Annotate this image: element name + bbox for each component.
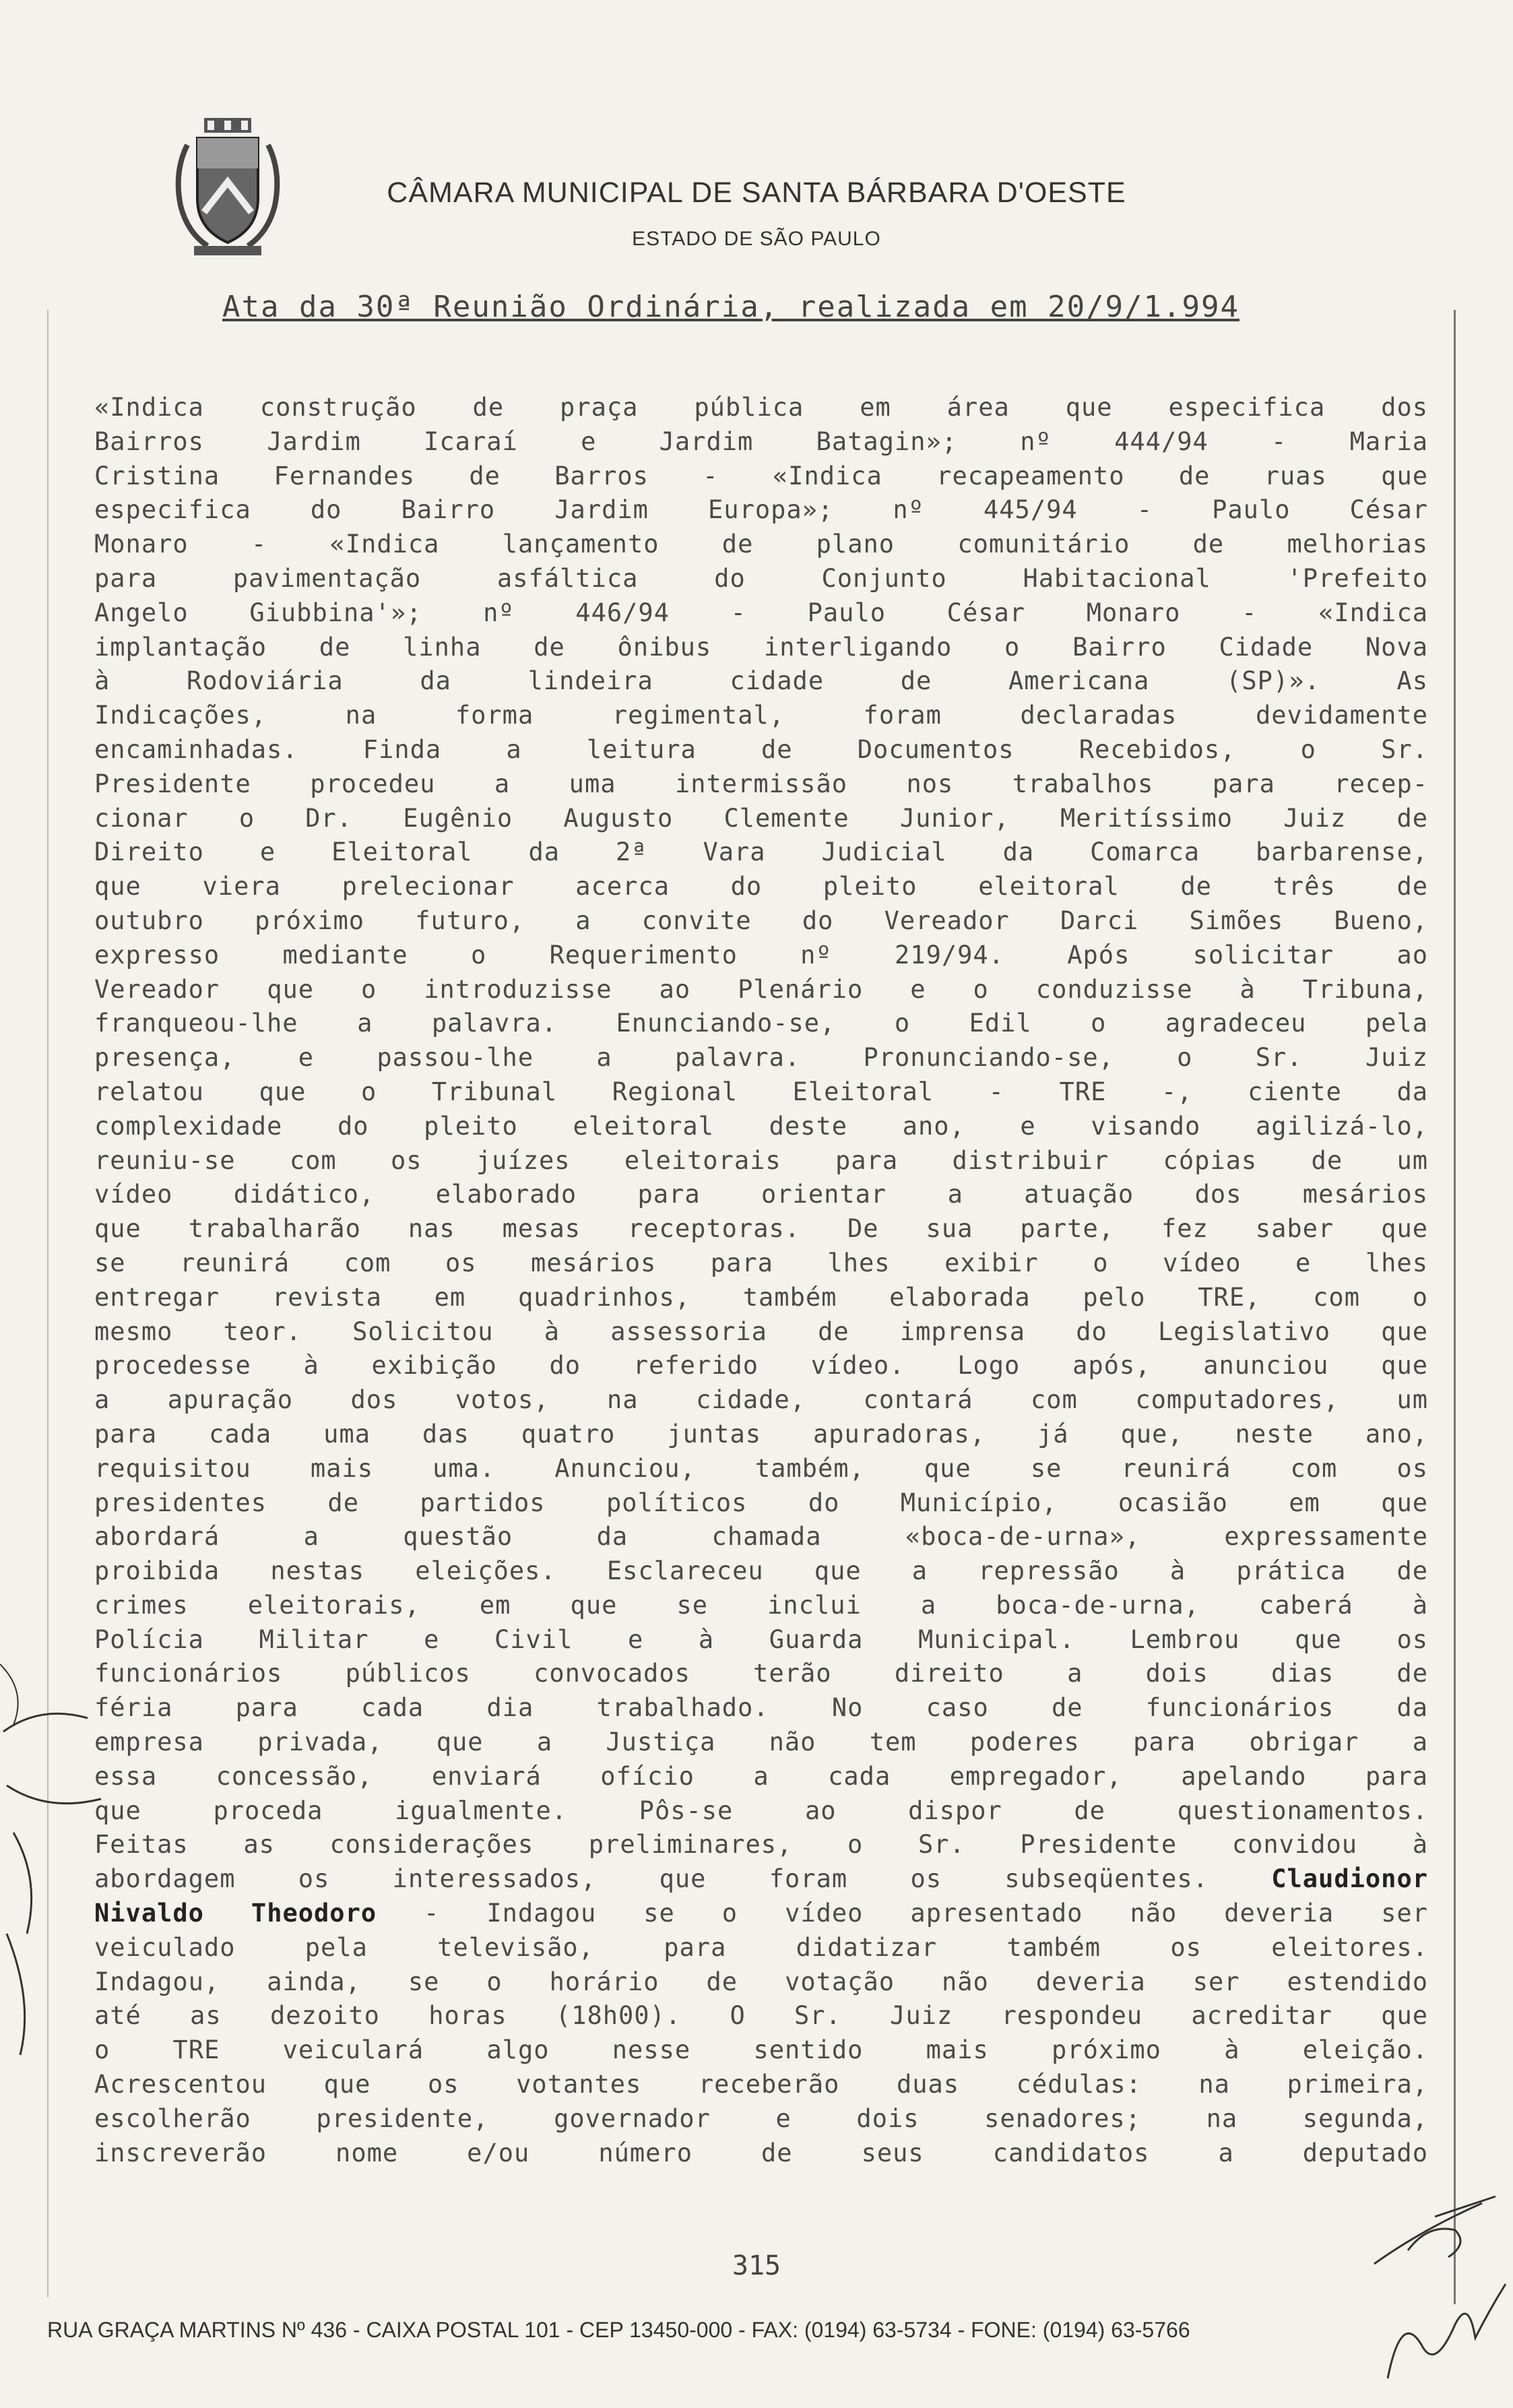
text-line: complexidade do pleito eleitoral deste ano, e visando agilizá-lo, xyxy=(94,1111,1428,1141)
text-line: Monaro - «Indica lançamento de plano comunitário de melhorias xyxy=(94,530,1428,559)
text-line: vídeo didático, elaborado para orientar a atuação dos mesários xyxy=(94,1180,1428,1209)
text-line: Presidente procedeu a uma intermissão nos trabalhos para recep- xyxy=(94,769,1428,798)
minutes-title: Ata da 30ª Reunião Ordinária, realizada em 20/9/1.994 xyxy=(222,290,1240,324)
text-line: Polícia Militar e Civil e à Guarda Municipal. Lembrou que os xyxy=(94,1624,1428,1654)
left-signature-icon xyxy=(0,1529,108,2082)
text-line: para pavimentação asfáltica do Conjunto Habitacional 'Prefeito xyxy=(94,563,1428,593)
text-line: escolherão presidente, governador e dois senadores; na segunda, xyxy=(94,2103,1428,2133)
text-line: presidentes de partidos políticos do Município, ocasião em que xyxy=(94,1488,1428,1517)
text-line: que proceda igualmente. Pôs-se ao dispor de questionamentos. xyxy=(94,1796,1428,1825)
text-line: Acrescentou que os votantes receberão duas cédulas: na primeira, xyxy=(94,2070,1428,2099)
text-line: expresso mediante o Requerimento nº 219/94. Após solicitar ao xyxy=(94,940,1428,970)
text-line: à Rodoviária da lindeira cidade de Americana (SP)». As xyxy=(94,666,1428,696)
text-line: «Indica construção de praça pública em área que especifica dos xyxy=(94,393,1428,422)
text-line: crimes eleitorais, em que se inclui a boca-de-urna, caberá à xyxy=(94,1590,1428,1620)
text-line: franqueou-lhe a palavra. Enunciando-se, o Edil o agradeceu pela xyxy=(94,1009,1428,1038)
text-line: mesmo teor. Solicitou à assessoria de imprensa do Legislativo que xyxy=(94,1317,1428,1346)
text-line: Bairros Jardim Icaraí e Jardim Batagin»; nº 444/94 - Maria xyxy=(94,426,1428,456)
text-line: outubro próximo futuro, a convite do Vereador Darci Simões Bueno, xyxy=(94,906,1428,935)
text-line: presença, e passou-lhe a palavra. Pronunciando-se, o Sr. Juiz xyxy=(94,1043,1428,1073)
text-line: até as dezoito horas (18h00). O Sr. Juiz respondeu acreditar que xyxy=(94,2001,1428,2031)
text-line: empresa privada, que a Justiça não tem poderes para obrigar a xyxy=(94,1728,1428,1757)
text-line: Angelo Giubbina'»; nº 446/94 - Paulo César Monaro - «Indica xyxy=(94,598,1428,627)
text-line: para cada uma das quatro juntas apuradoras, já que, neste ano, xyxy=(94,1419,1428,1449)
state-name: ESTADO DE SÃO PAULO xyxy=(632,228,881,250)
text-line: Cristina Fernandes de Barros - «Indica recapeamento de ruas que xyxy=(94,461,1428,490)
text-line: Vereador que o introduzisse ao Plenário e o conduzisse à Tribuna, xyxy=(94,974,1428,1004)
text-line: Direito e Eleitoral da 2ª Vara Judicial da Comarca barbarense, xyxy=(94,837,1428,867)
text-line: especifica do Bairro Jardim Europa»; nº 445/94 - Paulo César xyxy=(94,495,1428,525)
text-line: o TRE veiculará algo nesse sentido mais próximo à eleição. xyxy=(94,2035,1428,2065)
text-line: reuniu-se com os juízes eleitorais para distribuir cópias de um xyxy=(94,1145,1428,1175)
text-line: féria para cada dia trabalhado. No caso de funcionários da xyxy=(94,1693,1428,1723)
page-number: 315 xyxy=(732,2250,781,2281)
councilor-name: Claudionor xyxy=(1271,1864,1428,1894)
text-line: abordará a questão da chamada «boca-de-urna», expressamente xyxy=(94,1522,1428,1552)
text-line: funcionários públicos convocados terão direito a dois dias de xyxy=(94,1659,1428,1688)
text-line: encaminhadas. Finda a leitura de Documentos Recebidos, o Sr. xyxy=(94,734,1428,764)
text-line: que viera prelecionar acerca do pleito eleitoral de três de xyxy=(94,872,1428,901)
text-line: abordagem os interessados, que foram os subseqüentes. Claudionor xyxy=(94,1864,1428,1894)
institution-name: CÂMARA MUNICIPAL DE SANTA BÁRBARA D'OESTE xyxy=(387,177,1126,209)
text-line: veiculado pela televisão, para didatizar também os eleitores. xyxy=(94,1932,1428,1962)
text-line: essa concessão, enviará ofício a cada empregador, apelando para xyxy=(94,1761,1428,1791)
text-line: a apuração dos votos, na cidade, contará com computadores, um xyxy=(94,1385,1428,1415)
text-line: requisitou mais uma. Anunciou, também, que se reunirá com os xyxy=(94,1453,1428,1483)
councilor-name: Nivaldo Theodoro xyxy=(94,1899,377,1928)
right-margin-line xyxy=(1454,310,1456,2304)
text-line: Indagou, ainda, se o horário de votação não deveria ser estendido xyxy=(94,1967,1428,1996)
text-line: cionar o Dr. Eugênio Augusto Clemente Junior, Meritíssimo Juiz de xyxy=(94,803,1428,833)
text-line: Nivaldo Theodoro - Indagou se o vídeo apresentado não deveria ser xyxy=(94,1899,1428,1928)
text-line: se reunirá com os mesários para lhes exibir o vídeo e lhes xyxy=(94,1248,1428,1277)
text-line: inscreverão nome e/ou número de seus candidatos a deputado xyxy=(94,2138,1428,2167)
text-line: que trabalharão nas mesas receptoras. De sua parte, fez saber que xyxy=(94,1214,1428,1244)
text-line: proibida nestas eleições. Esclareceu que a repressão à prática de xyxy=(94,1556,1428,1586)
text-line: Feitas as considerações preliminares, o Sr. Presidente convidou à xyxy=(94,1830,1428,1860)
bottom-right-signature-icon xyxy=(1374,2271,1509,2385)
text-line: implantação de linha de ônibus interligando o Bairro Cidade Nova xyxy=(94,632,1428,662)
text-line: procedesse à exibição do referido vídeo. Logo após, anunciou que xyxy=(94,1351,1428,1381)
text-line: Indicações, na forma regimental, foram declaradas devidamente xyxy=(94,701,1428,730)
text-line: relatou que o Tribunal Regional Eleitoral - TRE -, ciente da xyxy=(94,1077,1428,1106)
footer-address: RUA GRAÇA MARTINS Nº 436 - CAIXA POSTAL 101 - CEP 13450-000 - FAX: (0194) 63-5734 - FONE: (0194) 63-5766 xyxy=(47,2318,1190,2342)
minutes-body xyxy=(94,391,1428,2170)
text-line: entregar revista em quadrinhos, também elaborada pelo TRE, com o xyxy=(94,1282,1428,1312)
